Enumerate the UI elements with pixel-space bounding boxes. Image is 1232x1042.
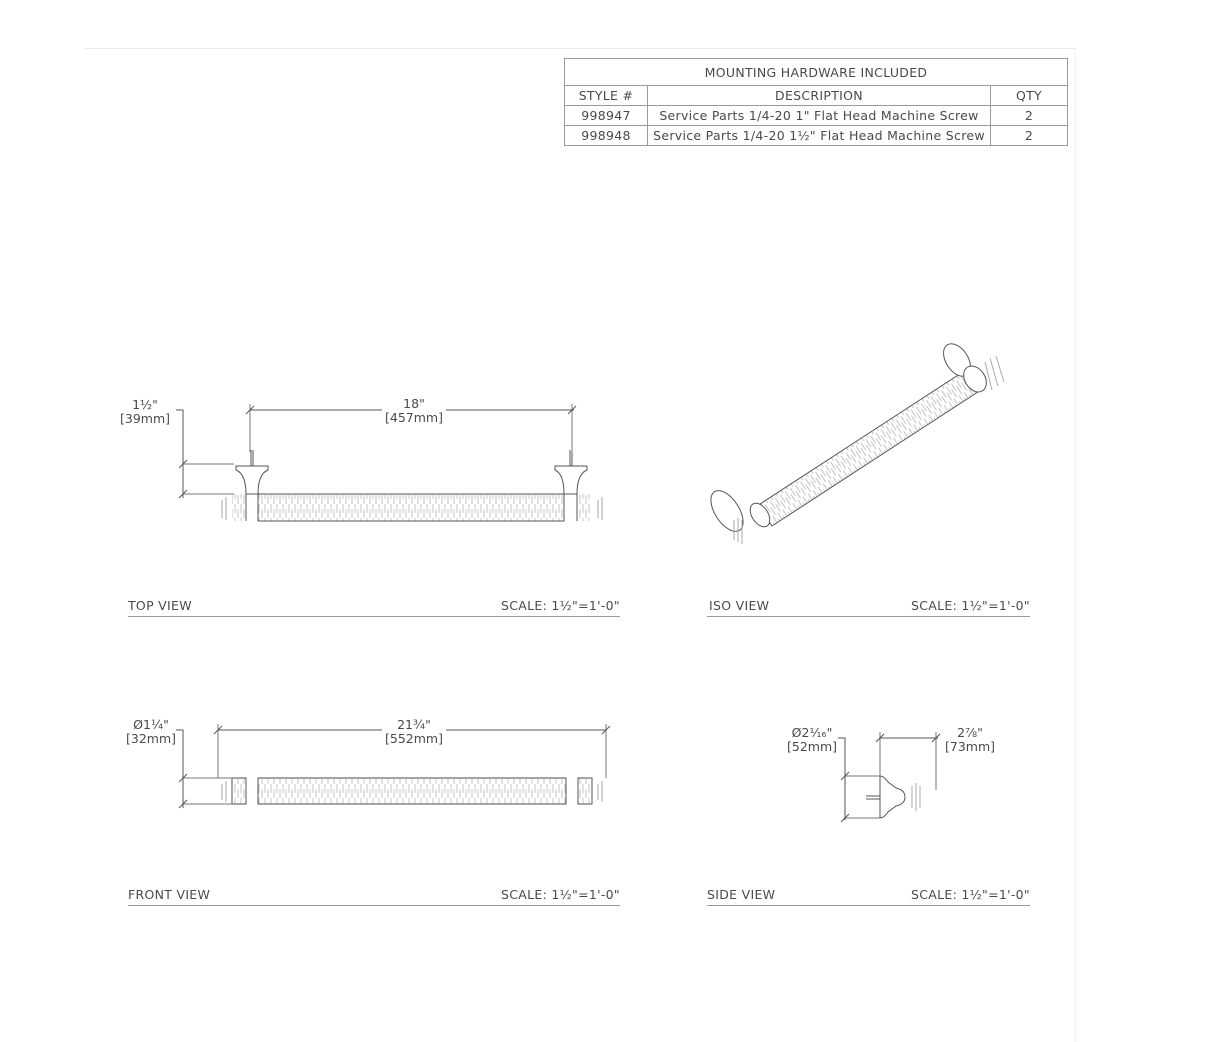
top-view-height-dimension <box>176 410 234 498</box>
side-depth-in: 2⅞" <box>957 725 983 740</box>
front-view-right-end <box>578 778 592 804</box>
iso-view-rule <box>707 616 1030 617</box>
side-view-title: SIDE VIEW <box>707 887 776 902</box>
cell-qty: 2 <box>991 126 1068 146</box>
front-diameter-in: Ø1¼" <box>133 717 169 732</box>
front-view-length-label <box>375 718 453 746</box>
top-height-in: 1½" <box>132 397 158 412</box>
side-view-diameter-label <box>776 726 848 754</box>
front-view-title: FRONT VIEW <box>128 887 211 902</box>
top-view-length-label <box>375 397 453 425</box>
side-diameter-mm: [52mm] <box>786 739 837 754</box>
front-view-rule <box>128 905 620 906</box>
top-view-title: TOP VIEW <box>128 598 192 613</box>
front-view-diameter-label <box>116 718 186 746</box>
front-length-in: 21¾" <box>397 717 431 732</box>
iso-view-title: ISO VIEW <box>709 598 770 613</box>
side-view-flange <box>866 776 920 818</box>
header-style: STYLE # <box>565 86 648 106</box>
iso-view-drawing <box>704 339 1004 544</box>
cell-qty: 2 <box>991 106 1068 126</box>
iso-view-bar <box>757 368 984 526</box>
top-view-scale: SCALE: 1½"=1'-0" <box>501 598 620 613</box>
cell-style: 998947 <box>565 106 648 126</box>
cell-description: Service Parts 1/4-20 1" Flat Head Machine Screw <box>648 106 991 126</box>
top-view-rule <box>128 616 620 617</box>
iso-view-lower-flange <box>704 485 773 544</box>
side-depth-mm: [73mm] <box>944 739 995 754</box>
top-view-height-label <box>110 398 180 426</box>
top-length-in: 18" <box>403 396 425 411</box>
side-view-depth-label <box>934 726 1006 754</box>
cell-style: 998948 <box>565 126 648 146</box>
top-height-mm: [39mm] <box>119 411 170 426</box>
side-view-scale: SCALE: 1½"=1'-0" <box>911 887 1030 902</box>
front-length-mm: [552mm] <box>385 731 443 746</box>
table-title: MOUNTING HARDWARE INCLUDED <box>565 59 1068 86</box>
header-description: DESCRIPTION <box>648 86 991 106</box>
iso-view-scale: SCALE: 1½"=1'-0" <box>911 598 1030 613</box>
front-view-bar <box>258 778 566 804</box>
top-length-mm: [457mm] <box>385 410 443 425</box>
front-view-scale: SCALE: 1½"=1'-0" <box>501 887 620 902</box>
side-view-drawing <box>838 732 940 822</box>
side-diameter-in: Ø2¹⁄₁₆" <box>791 725 833 740</box>
top-view-bar <box>258 494 564 521</box>
cell-description: Service Parts 1/4-20 1½" Flat Head Machine Screw <box>648 126 991 146</box>
front-diameter-mm: [32mm] <box>125 731 176 746</box>
front-view-left-end <box>232 778 246 804</box>
header-qty: QTY <box>991 86 1068 106</box>
side-view-rule <box>707 905 1030 906</box>
